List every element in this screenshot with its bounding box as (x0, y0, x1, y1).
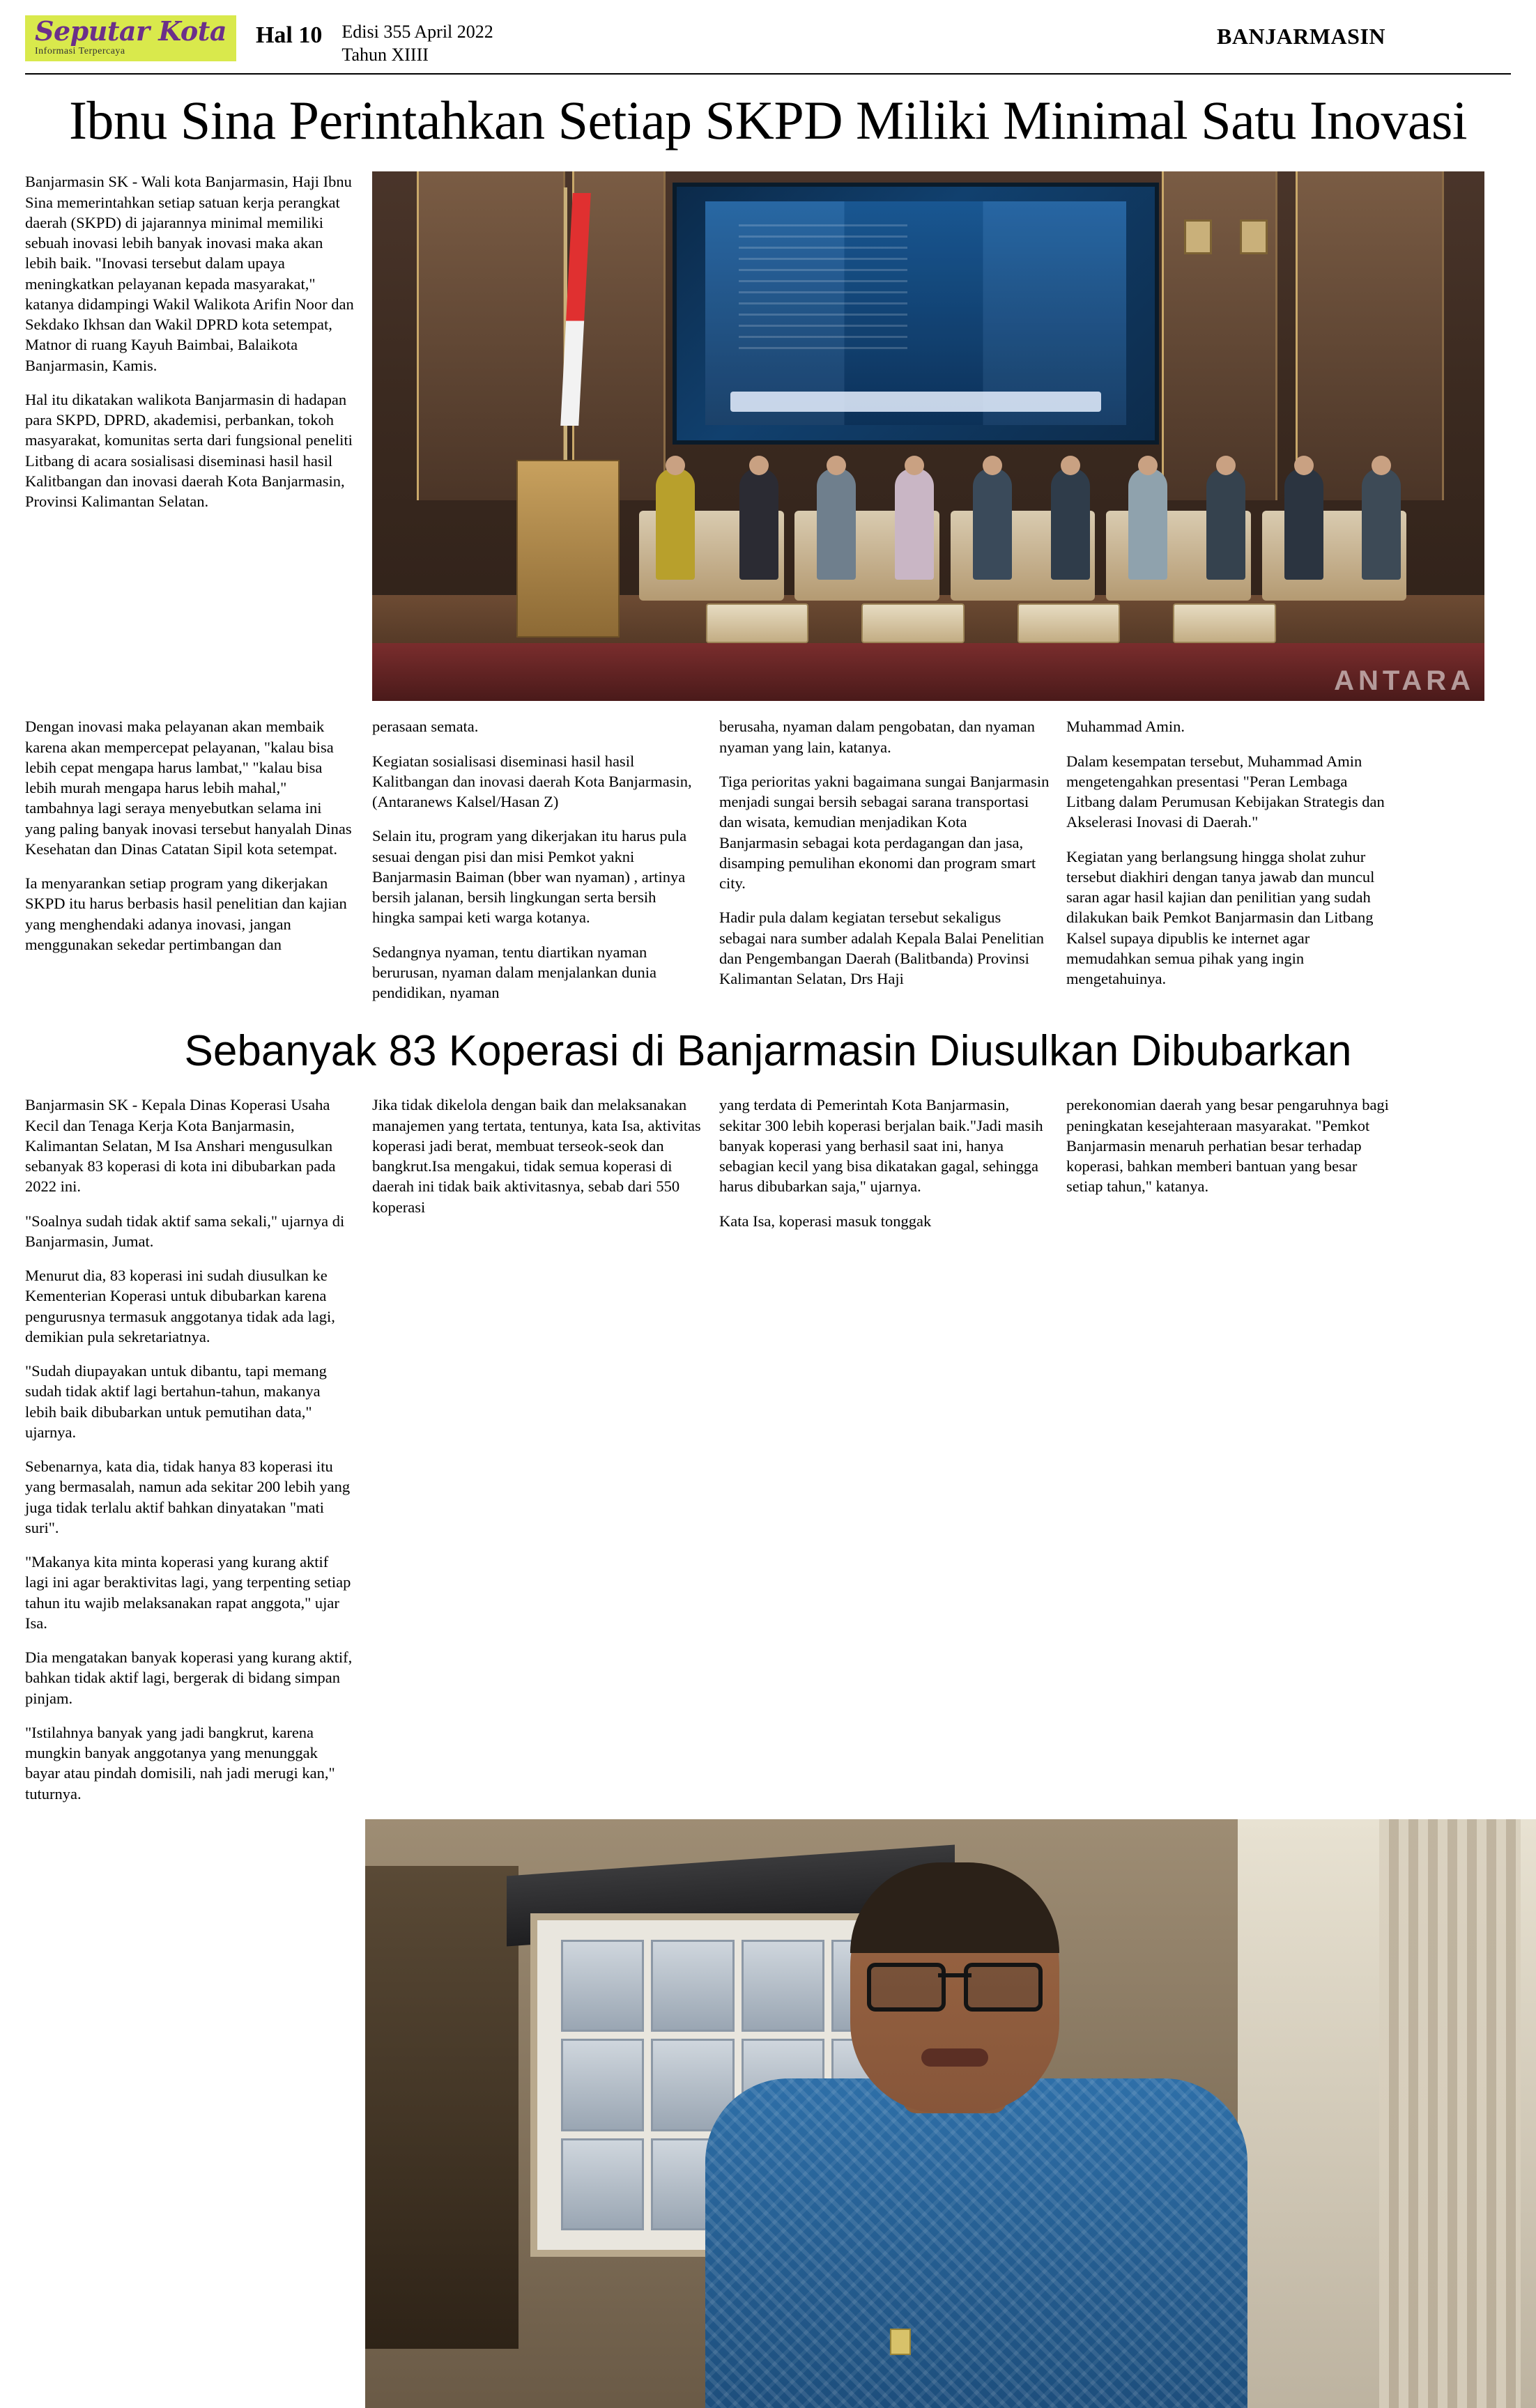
wall-panel (1296, 171, 1444, 500)
photo-cell (651, 1940, 734, 2032)
coffee-table (706, 603, 809, 643)
article-2-column-2 (372, 1095, 702, 1217)
paragraph: Jika tidak dikelola dengan baik dan melaksanakan manajemen yang tertata, tentunya, kata Isa, aktivitas koperasi jadi berat, membuat terseok-seok dan bangkrut.Isa mengakui, tidak semua koperasi di daerah ini tidak baik aktivitasnya, sebab dari 550 koperasi (372, 1096, 701, 1216)
interviewee-head (850, 1862, 1059, 2113)
seated-official (1051, 468, 1090, 580)
coffee-table (1017, 603, 1121, 643)
paragraph: Sedangnya nyaman, tentu diartikan nyaman berurusan, nyaman dalam menjalankan dunia pendidikan, nyaman (372, 943, 656, 1002)
paragraph: perasaan semata. (372, 718, 479, 736)
edition-info (341, 21, 493, 66)
coffee-table (861, 603, 965, 643)
head (827, 456, 846, 475)
head (1372, 456, 1391, 475)
lens-left (867, 1963, 946, 2012)
coffee-table (1173, 603, 1276, 643)
publication-tagline: Informasi Terpercaya (35, 46, 125, 56)
paragraph: Hadir pula dalam kegiatan tersebut sekaligus sebagai nara sumber adalah Kepala Balai Penelitian dan Pengembangan Daerah (Balitbanda) Provinsi Kalimantan Selatan, Drs Haji (719, 909, 1045, 988)
head (1216, 456, 1236, 475)
head (666, 456, 685, 475)
article-1-headline: Ibnu Sina Perintahkan Setiap SKPD Miliki Minimal Satu Inovasi (68, 90, 1468, 150)
paragraph: Banjarmasin SK - Wali kota Banjarmasin, Haji Ibnu Sina memerintahkan setiap satuan kerja perangkat daerah (SKPD) di jajarannya minimal memiliki sebuah inovasi lebih banyak inovasi maka akan lebih baik. "Inovasi tersebut dalam upaya meningkatkan pelayanan kepada masyarakat," katanya didampingi Wakil Walikota Arifin Noor dan Sekdako Ikhsan dan Wakil DPRD kota setempat, Matnor di ruang Kayuh Baimbai, Balaikota Banjarmasin, Kamis. (25, 173, 354, 374)
paragraph: yang terdata di Pemerintah Kota Banjarmasin, sekitar 300 lebih koperasi berjalan baik."Jadi masih banyak koperasi yang berhasil saat ini, hanya sebagian kecil yang bisa dikatakan gagal, sehingga harus dibubarkan saja," ujarnya. (719, 1096, 1043, 1196)
photo-cell (561, 1940, 644, 2032)
glasses-bridge (938, 1973, 971, 1977)
photo-watermark: ANTARA (1334, 665, 1475, 697)
photo-cell (561, 2039, 644, 2131)
uniform-badge (890, 2329, 911, 2355)
paragraph: "Makanya kita minta koperasi yang kurang aktif lagi ini agar beraktivitas lagi, yang terpenting setiap tahun itu wajib melaksanakan rapat anggota," ujar Isa. (25, 1553, 351, 1632)
article-1-bottom-row (25, 716, 1511, 1003)
article-2-headline: Sebanyak 83 Koperasi di Banjarmasin Diusulkan Dibubarkan (184, 1027, 1352, 1076)
paragraph: Menurut dia, 83 koperasi ini sudah diusulkan ke Kementerian Koperasi untuk dibubarkan karena pengurusnya termasuk anggotanya tidak ada lagi, demikian pula sekretariatnya. (25, 1267, 335, 1345)
paragraph: berusaha, nyaman dalam pengobatan, dan nyaman nyaman yang lain, katanya. (719, 718, 1035, 756)
article-1-column-2 (372, 716, 702, 1003)
article-1-top-row (25, 171, 1511, 701)
article-1-column-1 (25, 171, 355, 511)
article-2-photo (365, 1819, 1536, 2408)
paragraph: Sebenarnya, kata dia, tidak hanya 83 koperasi itu yang bermasalah, namun ada sekitar 200 lebih yang juga tidak terlalu aktif bahkan dinyatakan "mati suri". (25, 1458, 351, 1536)
city-label: BANJARMASIN (1217, 24, 1385, 49)
batik-pattern (705, 2078, 1247, 2408)
paragraph: Dalam kesempatan tersebut, Muhammad Amin mengetengahkan presentasi "Peran Lembaga Litbang dalam Perumusan Kebijakan Strategis dan Akselerasi Inovasi di Daerah." (1066, 752, 1385, 831)
photo-cell (561, 2138, 644, 2230)
lens-right (964, 1963, 1043, 2012)
paragraph: Tiga perioritas yakni bagaimana sungai Banjarmasin menjadi sungai bersih sebagai sarana transportasi dan wisata, kemudian menjadikan Kota Banjarmasin sebagai kota perdagangan dan jasa, disamping pemulihan ekonomi dan program smart city. (719, 772, 1050, 893)
seated-official (817, 468, 856, 580)
head (905, 456, 924, 475)
paragraph: "Istilahnya banyak yang jadi bangkrut, karena mungkin banyak anggotanya yang menunggak bayar atau pindah domisili, nah jadi merugi kan," tuturnya. (25, 1723, 335, 1803)
seated-official (1206, 468, 1245, 580)
paragraph: Ia menyarankan setiap program yang dikerjakan SKPD itu harus berbasis hasil penelitian dan kajian yang menghendaki adanya inovasi, jangan menggunakan sekedar pertimbangan dan (25, 874, 347, 953)
paragraph: Selain itu, program yang dikerjakan itu harus pula sesuai dengan pisi dan misi Pemkot yakni Banjarmasin Baiman (bber wan nyaman) , artinya bersih jalanan, bersih lingkungan serta bersih hingka sampai keti warga kotanya. (372, 827, 687, 927)
seated-official (973, 468, 1012, 580)
article-2-column-1 (25, 1095, 355, 1804)
seated-official (656, 468, 695, 580)
wall-portrait (1240, 219, 1268, 254)
screen-taskbar (730, 392, 1100, 412)
seated-official (1128, 468, 1167, 580)
publication-logo (25, 15, 236, 61)
paragraph: "Soalnya sudah tidak aktif sama sekali," ujarnya di Banjarmasin, Jumat. (25, 1212, 345, 1250)
paragraph: Muhammad Amin. (1066, 718, 1185, 736)
head (1138, 456, 1158, 475)
photo-cell (742, 1940, 824, 2032)
wall-portrait (1184, 219, 1212, 254)
article-1-column-1-cont (25, 716, 355, 955)
paragraph: perekonomian daerah yang besar pengaruhnya bagi peningkatan kesejahteraan masyarakat. "Pemkot Banjarmasin menaruh perhatian besar terhadap koperasi, bahkan memberi bantuan yang besar setiap tahun," katanya. (1066, 1096, 1389, 1196)
podium (516, 460, 620, 638)
paragraph: Kegiatan yang berlangsung hingga sholat zuhur tersebut diakhiri dengan tanya jawab dan muncul saran agar hasil kajian dan penilitian yang sudah dilakukan baik Pemkot Banjarmasin dan Litbang Kalsel supaya dipublis ke internet agar memudahkan semua pihak yang ingin mengetahuinya. (1066, 847, 1375, 988)
masthead-divider (25, 73, 1511, 75)
article-2-column-4 (1066, 1095, 1397, 1196)
head (749, 456, 769, 475)
masthead (25, 13, 1511, 66)
head (983, 456, 1002, 475)
eyeglasses-icon (867, 1963, 1043, 2003)
photo-caption: Kegiatan sosialisasi diseminasi hasil hasil Kalitbangan dan inovasi daerah Kota Banjarmasin, (Antaranews Kalsel/Hasan Z) (372, 752, 692, 811)
article-2-columns (25, 1095, 1511, 1804)
paragraph: Dia mengatakan banyak koperasi yang kurang aktif, bahkan tidak aktif lagi, bergerak di bidang simpan pinjam. (25, 1649, 353, 1707)
paragraph: Dengan inovasi maka pelayanan akan membaik karena akan mempercepat pelayanan, "kalau bisa lebih cepat mengapa harus lambat," "kalau bisa lebih murah mengapa harus lebih mahal," tambahnya lagi seraya menyebutkan selama ini yang paling banyak inovasi tersebut hanyalah Dinas Kesehatan dan Dinas Catatan Sipil kota setempat. (25, 718, 352, 858)
seated-official (895, 468, 934, 580)
seated-official (1284, 468, 1323, 580)
seated-official (739, 468, 778, 580)
paragraph: Hal itu dikatakan walikota Banjarmasin di hadapan para SKPD, DPRD, akademisi, perbankan, tokoh masyarakat, komunitas serta dari fungsional peneliti Litbang di acara sosialisasi diseminasi hasil hasil Kalitbangan dan inovasi daerah Kota Banjarmasin, Provinsi Kalimantan Selatan. (25, 390, 353, 511)
page-number: Hal 10 (255, 22, 323, 48)
paragraph: Banjarmasin SK - Kepala Dinas Koperasi Usaha Kecil dan Tenaga Kerja Kota Banjarmasin, Kalimantan Selatan, M Isa Anshari mengusulkan sebanyak 83 koperasi di kota ini dibubarkan pada 2022 ini. (25, 1096, 336, 1196)
article-1-column-3 (719, 716, 1050, 989)
edition-line-1: Edisi 355 April 2022 (341, 22, 493, 42)
paragraph: Kata Isa, koperasi masuk tonggak (719, 1212, 932, 1230)
article-1-photo (372, 171, 1484, 701)
interviewee-body (705, 2078, 1247, 2408)
article-2-column-3 (719, 1095, 1050, 1231)
doorway (365, 1866, 519, 2349)
publication-name: Seputar Kota (35, 15, 226, 47)
paragraph: "Sudah diupayakan untuk dibantu, tapi memang sudah tidak aktif lagi bertahun-tahun, makanya lebih baik dibubarkan untuk pemutihan data," ujarnya. (25, 1362, 327, 1441)
curtain (1379, 1819, 1521, 2408)
mouth (921, 2048, 988, 2067)
red-carpet (372, 643, 1484, 702)
presentation-screen (673, 183, 1159, 445)
head (1294, 456, 1314, 475)
article-1-column-4 (1066, 716, 1397, 989)
screen-content (705, 201, 1126, 425)
edition-line-2: Tahun XIIII (341, 44, 429, 65)
head (1061, 456, 1080, 475)
screen-text-block (739, 224, 907, 359)
wall-panel (417, 171, 565, 500)
seated-official (1362, 468, 1401, 580)
